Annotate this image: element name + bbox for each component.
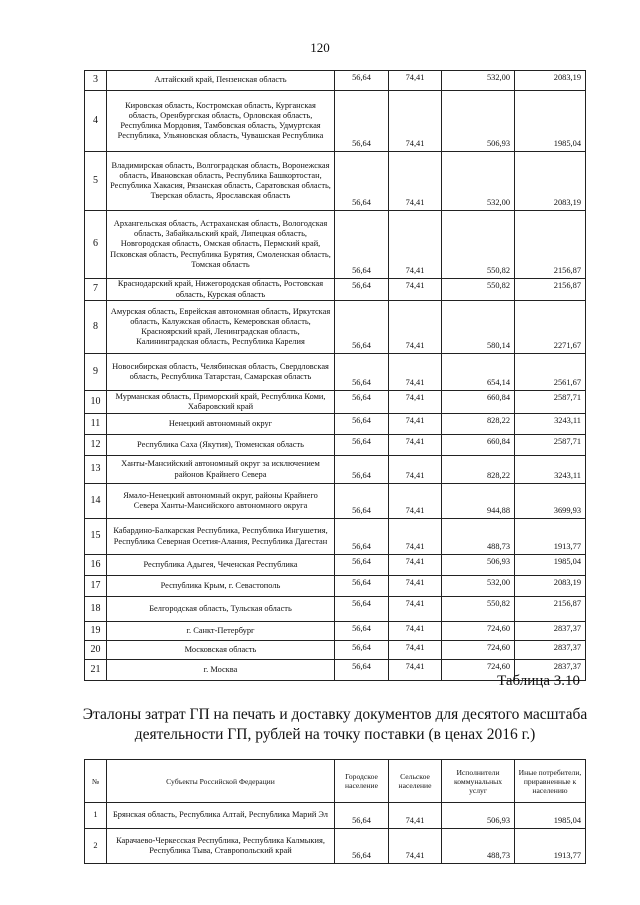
row-number: 7 <box>85 279 107 301</box>
row-rural-value: 74,41 <box>389 456 442 484</box>
row-urban-value: 56,64 <box>335 641 389 660</box>
table-row <box>85 576 586 597</box>
row-communal-value: 532,00 <box>442 71 515 91</box>
row-number: 1 <box>85 803 107 829</box>
row-region: Кабардино-Балкарская Республика, Республика Ингушетия, Республика Северная Осетия-Алания, Республика Дагестан <box>107 519 335 555</box>
row-other-value: 2587,71 <box>515 391 586 414</box>
row-communal-value: 828,22 <box>442 456 515 484</box>
row-other-value: 2083,19 <box>515 71 586 91</box>
row-region: Республика Крым, г. Севастополь <box>107 576 335 597</box>
table-row <box>85 211 586 279</box>
row-rural-value: 74,41 <box>389 597 442 622</box>
row-communal-value: 654,14 <box>442 354 515 391</box>
row-other-value: 3699,93 <box>515 484 586 519</box>
row-number: 15 <box>85 519 107 555</box>
row-communal-value: 532,00 <box>442 576 515 597</box>
row-other-value: 3243,11 <box>515 414 586 435</box>
row-urban-value: 56,64 <box>335 829 389 864</box>
row-other-value: 2156,87 <box>515 597 586 622</box>
row-region: Мурманская область, Приморский край, Республика Коми, Хабаровский край <box>107 391 335 414</box>
row-region: г. Санкт-Петербург <box>107 622 335 641</box>
row-communal-value: 660,84 <box>442 391 515 414</box>
row-number: 13 <box>85 456 107 484</box>
row-urban-value: 56,64 <box>335 597 389 622</box>
row-rural-value: 74,41 <box>389 555 442 576</box>
row-region: Краснодарский край, Нижегородская область, Ростовская область, Курская область <box>107 279 335 301</box>
row-region: Белгородская область, Тульская область <box>107 597 335 622</box>
row-number: 17 <box>85 576 107 597</box>
header-region: Субъекты Российской Федерации <box>107 760 335 803</box>
row-rural-value: 74,41 <box>389 91 442 152</box>
row-rural-value: 74,41 <box>389 301 442 354</box>
row-other-value: 3243,11 <box>515 456 586 484</box>
table-heading: Эталоны затрат ГП на печать и доставку документов для десятого масштаба деятельности ГП, рублей на точку поставки (в ценах 2016 г.) <box>82 706 588 743</box>
row-other-value: 1985,04 <box>515 555 586 576</box>
row-communal-value: 660,84 <box>442 435 515 456</box>
row-region: Архангельская область, Астраханская область, Вологодская область, Забайкальский край, Липецкая область, Новгородская область, Омская область, Пермский край, Псковская область, Республика Бурятия, Смоленская область, Томская область <box>107 211 335 279</box>
row-communal-value: 532,00 <box>442 152 515 211</box>
row-communal-value: 506,93 <box>442 803 515 829</box>
row-rural-value: 74,41 <box>389 152 442 211</box>
table-row <box>85 354 586 391</box>
row-region: Республика Саха (Якутия), Тюменская область <box>107 435 335 456</box>
row-communal-value: 580,14 <box>442 301 515 354</box>
row-urban-value: 56,64 <box>335 519 389 555</box>
table-row <box>85 91 586 152</box>
row-urban-value: 56,64 <box>335 576 389 597</box>
table-row <box>85 555 586 576</box>
table-row <box>85 152 586 211</box>
row-urban-value: 56,64 <box>335 391 389 414</box>
row-other-value: 1985,04 <box>515 91 586 152</box>
row-number: 20 <box>85 641 107 660</box>
row-urban-value: 56,64 <box>335 301 389 354</box>
row-other-value: 1913,77 <box>515 829 586 864</box>
row-number: 11 <box>85 414 107 435</box>
row-urban-value: 56,64 <box>335 152 389 211</box>
table-row <box>85 456 586 484</box>
row-region: Ненецкий автономный округ <box>107 414 335 435</box>
row-number: 10 <box>85 391 107 414</box>
header-number: № <box>85 760 107 803</box>
row-communal-value: 724,60 <box>442 622 515 641</box>
row-number: 2 <box>85 829 107 864</box>
table-row <box>85 803 586 829</box>
row-urban-value: 56,64 <box>335 211 389 279</box>
row-number: 14 <box>85 484 107 519</box>
table-row <box>85 597 586 622</box>
row-number: 19 <box>85 622 107 641</box>
table-row <box>85 279 586 301</box>
row-urban-value: 56,64 <box>335 279 389 301</box>
row-rural-value: 74,41 <box>389 660 442 681</box>
row-rural-value: 74,41 <box>389 71 442 91</box>
table-row <box>85 622 586 641</box>
row-region: Брянская область, Республика Алтай, Республика Марий Эл <box>107 803 335 829</box>
row-other-value: 1913,77 <box>515 519 586 555</box>
row-region: Амурская область, Еврейская автономная область, Иркутская область, Калужская область, Кемеровская область, Красноярский край, Ленинградская область, Калининградская область, Республика Карелия <box>107 301 335 354</box>
row-rural-value: 74,41 <box>389 435 442 456</box>
row-number: 4 <box>85 91 107 152</box>
row-rural-value: 74,41 <box>389 484 442 519</box>
row-other-value: 2083,19 <box>515 152 586 211</box>
row-urban-value: 56,64 <box>335 803 389 829</box>
row-communal-value: 506,93 <box>442 91 515 152</box>
table-row <box>85 71 586 91</box>
row-communal-value: 488,73 <box>442 829 515 864</box>
table-header-row <box>85 760 586 803</box>
row-urban-value: 56,64 <box>335 354 389 391</box>
table-row <box>85 519 586 555</box>
row-rural-value: 74,41 <box>389 829 442 864</box>
row-communal-value: 488,73 <box>442 519 515 555</box>
row-urban-value: 56,64 <box>335 456 389 484</box>
row-number: 5 <box>85 152 107 211</box>
row-communal-value: 828,22 <box>442 414 515 435</box>
row-rural-value: 74,41 <box>389 576 442 597</box>
row-other-value: 2083,19 <box>515 576 586 597</box>
row-other-value: 2561,67 <box>515 354 586 391</box>
row-other-value: 1985,04 <box>515 803 586 829</box>
row-region: Новосибирская область, Челябинская область, Свердловская область, Республика Татарстан, Самарская область <box>107 354 335 391</box>
row-rural-value: 74,41 <box>389 622 442 641</box>
row-rural-value: 74,41 <box>389 211 442 279</box>
row-rural-value: 74,41 <box>389 519 442 555</box>
row-urban-value: 56,64 <box>335 435 389 456</box>
row-communal-value: 506,93 <box>442 555 515 576</box>
row-urban-value: 56,64 <box>335 91 389 152</box>
row-number: 21 <box>85 660 107 681</box>
row-rural-value: 74,41 <box>389 414 442 435</box>
row-number: 12 <box>85 435 107 456</box>
row-other-value: 2271,67 <box>515 301 586 354</box>
row-region: Карачаево-Черкесская Республика, Республика Калмыкия, Республика Тыва, Ставропольский край <box>107 829 335 864</box>
row-number: 8 <box>85 301 107 354</box>
table-row <box>85 484 586 519</box>
header-urban: Городское население <box>335 760 389 803</box>
page-number: 120 <box>310 40 330 55</box>
row-urban-value: 56,64 <box>335 555 389 576</box>
row-region: Алтайский край, Пензенская область <box>107 71 335 91</box>
row-rural-value: 74,41 <box>389 354 442 391</box>
header-communal: Исполнители коммунальных услуг <box>442 760 515 803</box>
row-rural-value: 74,41 <box>389 391 442 414</box>
row-region: Московская область <box>107 641 335 660</box>
row-region: Республика Адыгея, Чеченская Республика <box>107 555 335 576</box>
row-number: 6 <box>85 211 107 279</box>
row-other-value: 2156,87 <box>515 279 586 301</box>
row-urban-value: 56,64 <box>335 622 389 641</box>
row-region: Кировская область, Костромская область, Курганская область, Оренбургская область, Орловская область, Республика Мордовия, Тамбовская область, Удмуртская Республика, Ульяновская область, Чувашская Республика <box>107 91 335 152</box>
table-row <box>85 641 586 660</box>
cost-table-3-10 <box>84 759 586 864</box>
row-other-value: 2837,37 <box>515 622 586 641</box>
row-communal-value: 550,82 <box>442 597 515 622</box>
row-region: г. Москва <box>107 660 335 681</box>
table-caption: Таблица 3.10 <box>497 673 580 689</box>
row-rural-value: 74,41 <box>389 641 442 660</box>
row-urban-value: 56,64 <box>335 414 389 435</box>
cost-table-continued <box>84 70 586 681</box>
row-communal-value: 724,60 <box>442 641 515 660</box>
row-other-value: 2587,71 <box>515 435 586 456</box>
table-row <box>85 829 586 864</box>
row-communal-value: 724,60 <box>442 660 515 681</box>
row-rural-value: 74,41 <box>389 803 442 829</box>
row-urban-value: 56,64 <box>335 71 389 91</box>
row-number: 3 <box>85 71 107 91</box>
row-region: Ямало-Ненецкий автономный округ, районы Крайнего Севера Ханты-Мансийского автономного округа <box>107 484 335 519</box>
row-number: 16 <box>85 555 107 576</box>
row-communal-value: 944,88 <box>442 484 515 519</box>
row-urban-value: 56,64 <box>335 484 389 519</box>
row-region: Владимирская область, Волгоградская область, Воронежская область, Ивановская область, Республика Башкортостан, Республика Хакасия, Рязанская область, Саратовская область, Тверская область, Ярославская область <box>107 152 335 211</box>
table-row <box>85 391 586 414</box>
row-region: Ханты-Мансийский автономный округ за исключением районов Крайнего Севера <box>107 456 335 484</box>
row-rural-value: 74,41 <box>389 279 442 301</box>
header-rural: Сельское население <box>389 760 442 803</box>
row-urban-value: 56,64 <box>335 660 389 681</box>
header-other: Иные потребители, приравненные к населению <box>515 760 586 803</box>
row-communal-value: 550,82 <box>442 279 515 301</box>
table-row <box>85 414 586 435</box>
row-other-value: 2837,37 <box>515 641 586 660</box>
row-number: 18 <box>85 597 107 622</box>
row-other-value: 2837,37 <box>515 660 586 681</box>
table-row <box>85 301 586 354</box>
row-number: 9 <box>85 354 107 391</box>
row-other-value: 2156,87 <box>515 211 586 279</box>
row-communal-value: 550,82 <box>442 211 515 279</box>
table-row <box>85 435 586 456</box>
